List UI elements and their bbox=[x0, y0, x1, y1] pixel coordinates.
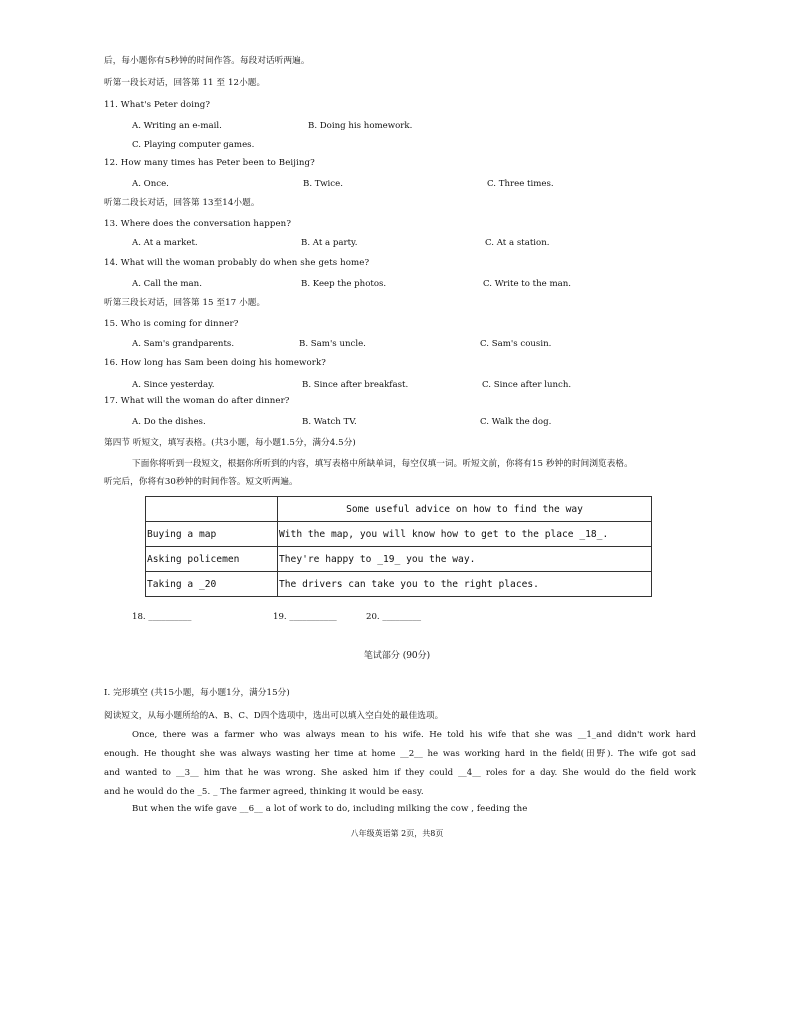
q13-option-b: B. At a party. bbox=[301, 238, 358, 248]
q16-option-c: C. Since after lunch. bbox=[482, 380, 572, 390]
cloze-heading: I. 完形填空 (共15小题，每小题1分，满分15分) bbox=[104, 688, 290, 698]
q17-option-a: A. Do the dishes. bbox=[132, 417, 206, 427]
q11-option-a: A. Writing an e-mail. bbox=[132, 121, 222, 131]
q12-option-b: B. Twice. bbox=[303, 179, 343, 189]
dialogue-1-instruction: 听第一段长对话，回答第 11 至 12小题。 bbox=[104, 78, 266, 88]
table-header-empty bbox=[146, 497, 278, 522]
question-16: 16. How long has Sam been doing his homework? bbox=[104, 358, 326, 368]
question-13: 13. Where does the conversation happen? bbox=[104, 219, 292, 229]
table-header: Some useful advice on how to find the way bbox=[278, 497, 652, 522]
question-15: 15. Who is coming for dinner? bbox=[104, 319, 239, 329]
section-4-instruction-cont: 听完后，你将有30秒钟的时间作答。短文听两遍。 bbox=[104, 477, 298, 487]
table-header-row bbox=[146, 497, 652, 522]
table-row bbox=[146, 522, 652, 547]
q14-option-c: C. Write to the man. bbox=[483, 279, 572, 289]
q15-option-b: B. Sam's uncle. bbox=[299, 339, 366, 349]
q11-option-b: B. Doing his homework. bbox=[308, 121, 413, 131]
written-part-title: 笔试部分 (90分) bbox=[363, 651, 431, 661]
q12-option-a: A. Once. bbox=[132, 179, 169, 189]
answer-blank-19[interactable]: 19. ___________ bbox=[273, 612, 337, 622]
table-cell-topic: Buying a map bbox=[146, 522, 278, 547]
table-row bbox=[146, 572, 652, 597]
table-cell-advice: They're happy to _19_ you the way. bbox=[278, 547, 652, 572]
table-cell-advice: With the map, you will know how to get to the place _18_. bbox=[278, 522, 652, 547]
q15-option-c: C. Sam's cousin. bbox=[480, 339, 552, 349]
question-11: 11. What's Peter doing? bbox=[104, 100, 211, 110]
q13-option-c: C. At a station. bbox=[485, 238, 550, 248]
table-cell-topic: Taking a _20 bbox=[146, 572, 278, 597]
cloze-paragraph-line: and he would do the _5. _ The farmer agreed, thinking it would be easy. bbox=[104, 787, 424, 797]
question-14: 14. What will the woman probably do when she gets home? bbox=[104, 258, 370, 268]
answer-blank-20[interactable]: 20. _________ bbox=[366, 612, 422, 622]
table-row bbox=[146, 547, 652, 572]
advice-table bbox=[145, 496, 652, 597]
page-footer: 八年级英语第 2页，共8页 bbox=[350, 829, 444, 838]
table-cell-topic: Asking policemen bbox=[146, 547, 278, 572]
q16-option-b: B. Since after breakfast. bbox=[302, 380, 409, 390]
dialogue-2-instruction: 听第二段长对话，回答第 13至14小题。 bbox=[104, 198, 260, 208]
answer-blank-18[interactable]: 18. __________ bbox=[132, 612, 192, 622]
cloze-instruction: 阅读短文，从每小题所给的A、B、C、D四个选项中，选出可以填入空白处的最佳选项。 bbox=[104, 711, 444, 721]
q15-option-a: A. Sam's grandparents. bbox=[132, 339, 235, 349]
q17-option-b: B. Watch TV. bbox=[302, 417, 357, 427]
q13-option-a: A. At a market. bbox=[132, 238, 198, 248]
q11-option-c: C. Playing computer games. bbox=[132, 140, 255, 150]
q14-option-a: A. Call the man. bbox=[132, 279, 202, 289]
question-12: 12. How many times has Peter been to Beijing? bbox=[104, 158, 315, 168]
instruction-line: 后，每小题你有5秒钟的时间作答。每段对话听两遍。 bbox=[104, 56, 310, 66]
q16-option-a: A. Since yesterday. bbox=[132, 380, 215, 390]
section-4-heading: 第四节 听短文，填写表格。(共3小题，每小题1.5分，满分4.5分) bbox=[104, 438, 356, 448]
q17-option-c: C. Walk the dog. bbox=[480, 417, 552, 427]
cloze-paragraph-line: Once, there was a farmer who was always mean to his wife. He told his wife that she was __1_and didn't work hard bbox=[132, 730, 696, 740]
q12-option-c: C. Three times. bbox=[487, 179, 554, 189]
cloze-paragraph-line: and wanted to __3__ him that he was wrong. She asked him if they could __4__ roles for a day. She would do the field work bbox=[104, 768, 696, 778]
dialogue-3-instruction: 听第三段长对话，回答第 15 至17 小题。 bbox=[104, 298, 266, 308]
cloze-paragraph-line: But when the wife gave __6__ a lot of work to do, including milking the cow , feeding the bbox=[132, 804, 528, 814]
q14-option-b: B. Keep the photos. bbox=[301, 279, 387, 289]
section-4-instruction: 下面你将听到一段短文，根据你所听到的内容，填写表格中所缺单词，每空仅填一词。听短文前，你将有15 秒钟的时间浏览表格。 bbox=[132, 459, 633, 469]
table-cell-advice: The drivers can take you to the right places. bbox=[278, 572, 652, 597]
question-17: 17. What will the woman do after dinner? bbox=[104, 396, 290, 406]
cloze-paragraph-line: enough. He thought she was always wasting her time at home __2__ he was working hard in the field(田野). The wife got sad bbox=[104, 749, 696, 759]
